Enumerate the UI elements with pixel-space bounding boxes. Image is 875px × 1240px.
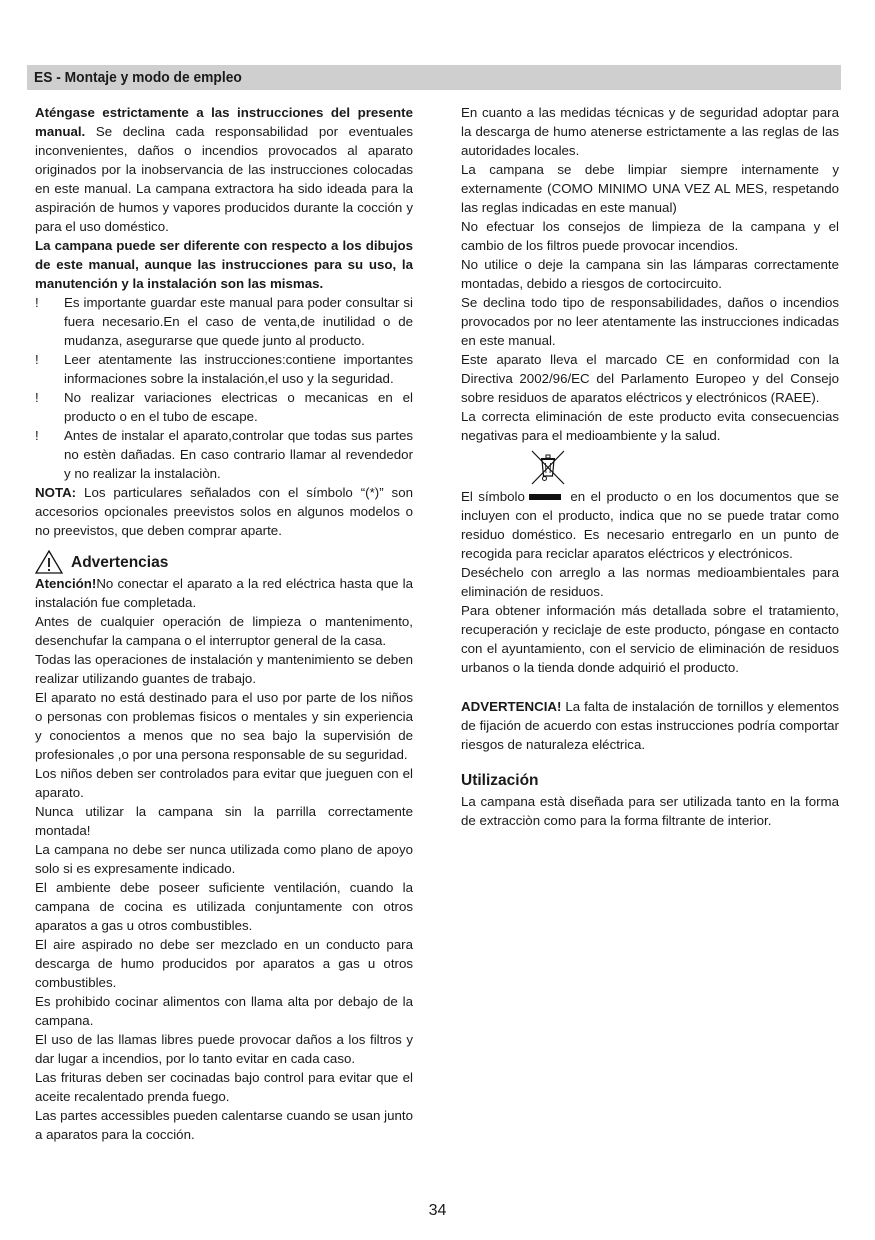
bullet-item <box>35 388 413 426</box>
right-paragraph: Para obtener información más detallada sobre el tratamiento, recuperación y reciclaje de este producto, póngase en contacto con el ayuntamiento, con el servicio de eliminación de residuos urbanos o la tienda donde adquirió el producto. <box>461 603 839 675</box>
right-paragraphs <box>461 103 839 445</box>
bullet-text: Leer atentamente las instrucciones:contiene importantes informaciones sobre la instalación,el uso y la seguridad. <box>64 352 413 386</box>
nota-text: Los particulares señalados con el símbolo “(*)” son accesorios opcionales preevistos solos en algunos modelos o no preevistos, que deben comprar aparte. <box>35 485 413 538</box>
right-paragraphs-2 <box>461 563 839 677</box>
warning-paragraph: Las frituras deben ser cocinadas bajo control para evitar que el aceite recalentado prenda fuego. <box>35 1070 413 1104</box>
utilizacion-heading <box>461 770 839 792</box>
bullet-mark: ! <box>35 390 39 405</box>
bullet-mark: ! <box>35 428 39 443</box>
bullet-text: No realizar variaciones electricas o mecanicas en el producto o en el tubo de escape. <box>64 390 413 424</box>
bullet-item <box>35 293 413 350</box>
bullet-text: Antes de instalar el aparato,controlar que todas sus partes no estèn dañadas. En caso contrario llamar al revendedor y no realizar la instalaciòn. <box>64 428 413 481</box>
advertencia-text: La falta de instalación de tornillos y elementos de fijación de acuerdo con estas instrucciones podría comportar riesgos de naturaleza eléctrica. <box>461 699 839 752</box>
intro-bold-paragraph <box>35 236 413 293</box>
bullet-item <box>35 426 413 483</box>
warning-paragraph: Las partes accessibles pueden calentarse cuando se usan junto a aparatos para la cocción. <box>35 1108 413 1142</box>
advertencias-heading <box>35 550 413 574</box>
symbol-paragraph <box>461 487 839 563</box>
intro-text: Se declina cada responsabilidad por eventuales inconvenientes, daños o incendios provocados al aparato originados por la inobservancia de las instrucciones colocadas en este manual. La campana extractora ha sido ideada para la aspiración de humos y vapores producidos durante la cocción y para el uso doméstico. <box>35 124 413 234</box>
intro-bold: Aténgase estrictamente a las instrucciones del presente manual. <box>35 105 413 139</box>
utilizacion-paragraph: La campana està diseñada para ser utilizada tanto en la forma de extracciòn como para la forma filtrante de interior. <box>461 794 839 828</box>
warning-paragraph: El aire aspirado no debe ser mezclado en un conducto para descarga de humo producidos por aparatos a gas u otros combustibles. <box>35 937 413 990</box>
warnings-list <box>35 612 413 1144</box>
warning-paragraph: Es prohibido cocinar alimentos con llama alta por debajo de la campana. <box>35 994 413 1028</box>
bullet-mark: ! <box>35 352 39 367</box>
left-column <box>35 103 413 1144</box>
warning-triangle-icon <box>35 550 63 574</box>
bullet-mark: ! <box>35 295 39 310</box>
right-paragraph: Este aparato lleva el marcado CE en conformidad con la Directiva 2002/96/EC del Parlamento Europeo y del Consejo sobre residuos de aparatos eléctricos y electrónicos (RAEE). <box>461 352 839 405</box>
intro-bold2: La campana puede ser diferente con respecto a los dibujos de este manual, aunque las instrucciones para su uso, la manutención y la instalación son las mismas. <box>35 238 413 291</box>
warning-paragraph: Todas las operaciones de instalación y mantenimiento se deben realizar utilizando guantes de trabajo. <box>35 652 413 686</box>
intro-paragraph <box>35 103 413 236</box>
atencion-label: Atención! <box>35 576 97 591</box>
advertencias-title: Advertencias <box>71 554 169 571</box>
crossed-bin-icon <box>528 449 568 487</box>
weee-symbol-area <box>461 445 839 487</box>
right-paragraph: No utilice o deje la campana sin las lámparas correctamente montadas, debido a riesgos de cortocircuito. <box>461 257 839 291</box>
atencion-paragraph <box>35 574 413 612</box>
nota-label: NOTA: <box>35 485 77 500</box>
warning-paragraph: El uso de las llamas libres puede provocar daños a los filtros y dar lugar a incendios, por lo tanto evitar en cada caso. <box>35 1032 413 1066</box>
right-paragraph: La correcta eliminación de este producto evita consecuencias negativas para el medioambiente y la salud. <box>461 409 839 443</box>
right-paragraph: La campana se debe limpiar siempre internamente y externamente (COMO MINIMO UNA VEZ AL MES, respetando las reglas indicadas en este manual) <box>461 162 839 215</box>
bullet-item <box>35 350 413 388</box>
nota-paragraph <box>35 483 413 540</box>
black-bar-icon <box>529 494 561 500</box>
right-paragraph: No efectuar los consejos de limpieza de la campana y el cambio de los filtros puede provocar incendios. <box>461 219 839 253</box>
right-paragraph: En cuanto a las medidas técnicas y de seguridad adoptar para la descarga de humo atenerse estrictamente a las reglas de las autoridades locales. <box>461 105 839 158</box>
advertencia-paragraph <box>461 697 839 754</box>
warning-paragraph: Los niños deben ser controlados para evitar que jueguen con el aparato. <box>35 766 413 800</box>
bullet-list <box>35 293 413 483</box>
warning-paragraph: El ambiente debe poseer suficiente ventilación, cuando la campana de cocina es utilizada conjuntamente con otros aparatos a gas u otros combustibles. <box>35 880 413 933</box>
page-number: 34 <box>428 1202 447 1219</box>
symbol-suffix: en el producto o en los documentos que se incluyen con el producto, indica que no se puede tratar como residuo doméstico. Es necesario entregarlo en un punto de recogida para reciclar aparatos eléctricos y electrónicos. <box>461 489 840 561</box>
warning-paragraph: Antes de cualquier operación de limpieza o mantenimento, desenchufar la campana o el interruptor general de la casa. <box>35 614 413 648</box>
warning-paragraph: Nunca utilizar la campana sin la parrilla correctamente montada! <box>35 804 413 838</box>
advertencia-label: ADVERTENCIA! <box>461 699 562 714</box>
atencion-text: No conectar el aparato a la red eléctrica hasta que la instalación fue completada. <box>35 576 413 610</box>
warning-paragraph: El aparato no está destinado para el uso por parte de los niños o personas con problemas fisicos o mentales y sin experiencia y conocientos a menos que no sea bajo la supervisión de profesionales ,o por una persona responsable de su seguridad. <box>35 690 413 762</box>
utilizacion-title: Utilización <box>461 772 539 789</box>
right-column <box>461 103 839 830</box>
right-paragraph: Deséchelo con arreglo a las normas medioambientales para eliminación de residuos. <box>461 565 839 599</box>
warning-paragraph: La campana no debe ser nunca utilizada como plano de apoyo solo si es expresamente indicado. <box>35 842 413 876</box>
bullet-text: Es importante guardar este manual para poder consultar si fuera necesario.En el caso de venta,de inutilidad o de mudanza, asegurarse que quede junto al producto. <box>64 295 413 348</box>
section-header-bar <box>27 65 841 90</box>
section-title: ES - Montaje y modo de empleo <box>34 69 242 86</box>
symbol-prefix: El símbolo <box>461 489 525 504</box>
right-paragraph: Se declina todo tipo de responsabilidades, daños o incendios provocados por no leer atentamente las instrucciones indicadas en este manual. <box>461 295 839 348</box>
